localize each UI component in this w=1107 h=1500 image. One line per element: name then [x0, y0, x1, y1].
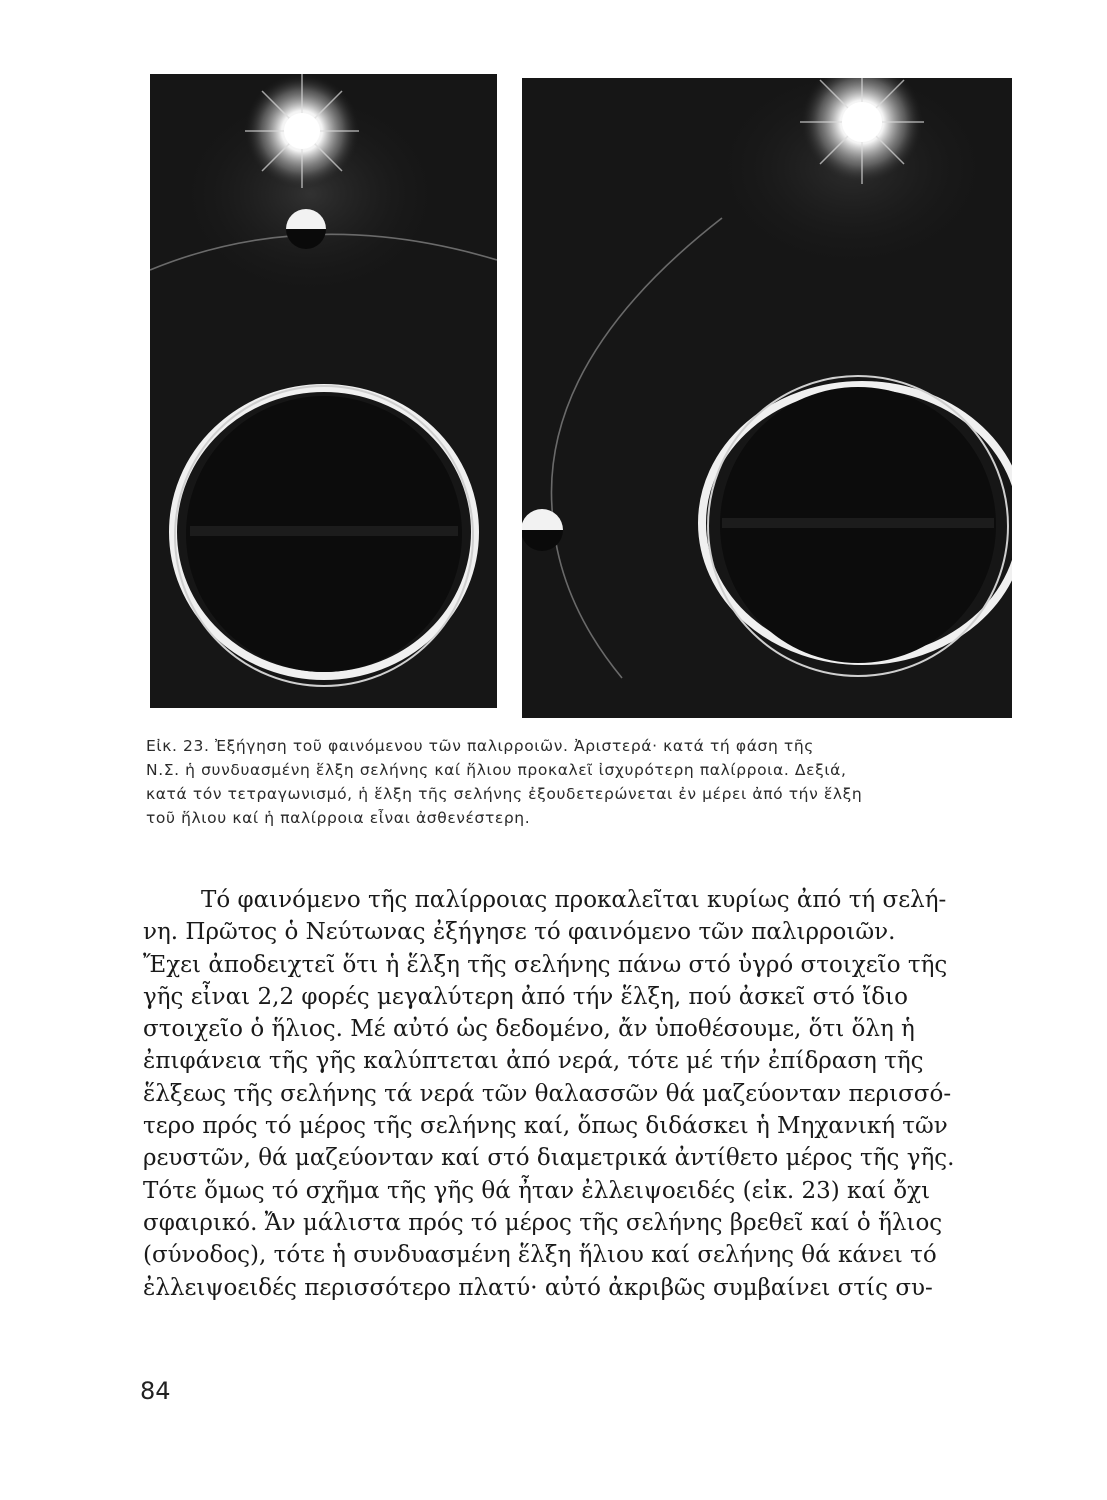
body-line: Ἔχει ἀποδειχτεῖ ὅτι ἡ ἕλξη τῆς σελήνης πάνω στό ὑγρό στοιχεῖο τῆς	[143, 951, 948, 978]
moon-icon	[286, 209, 326, 249]
body-line: Τό φαινόμενο τῆς παλίρροιας προκαλεῖται κυρίως ἀπό τή σελή-	[201, 887, 947, 913]
figure-panel-spring-tide	[150, 74, 497, 708]
body-line: (σύνοδος), τότε ἡ συνδυασμένη ἕλξη ἥλιου καί σελήνης θά κάνει τό	[143, 1242, 937, 1269]
body-line: γῆς εἶναι 2,2 φορές μεγαλύτερη ἀπό τήν ἕλξη, πού ἀσκεῖ στό ἴδιο	[143, 983, 908, 1010]
body-line: σφαιρικό. Ἄν μάλιστα πρός τό μέρος τῆς σελήνης βρεθεῖ καί ὁ ἥλιος	[143, 1209, 943, 1236]
figure-panel-neap-tide	[522, 78, 1012, 718]
body-line: Τότε ὅμως τό σχῆμα τῆς γῆς θά ἦταν ἐλλειψοειδές (εἰκ. 23) καί ὄχι	[143, 1177, 931, 1204]
body-line: στοιχεῖο ὁ ἥλιος. Μέ αὐτό ὡς δεδομένο, ἄν ὑποθέσουμε, ὅτι ὅλη ἡ	[143, 1016, 915, 1043]
body-line: ρευστῶν, θά μαζεύονταν καί στό διαμετρικά ἀντίθετο μέρος τῆς γῆς.	[143, 1145, 955, 1172]
body-paragraph	[143, 884, 1023, 1304]
moon-icon	[522, 509, 563, 551]
body-line: ἐλλειψοειδές περισσότερο πλατύ· αὐτό ἀκριβῶς συμβαίνει στίς συ-	[143, 1274, 933, 1301]
caption-line: τοῦ ἥλιου καί ἡ παλίρροια εἶναι ἀσθενέστερη.	[146, 809, 531, 827]
spring-tide-illustration	[150, 74, 497, 708]
body-line: ἕλξεως τῆς σελήνης τά νερά τῶν θαλασσῶν θά μαζεύονταν περισσό-	[143, 1080, 952, 1107]
page-number: 84	[140, 1377, 171, 1405]
earth-with-tidal-bulge	[173, 386, 475, 686]
sun-icon	[244, 74, 360, 189]
caption-line: κατά τόν τετραγωνισμό, ἡ ἕλξη τῆς σελήνης ἐξουδετερώνεται ἐν μέρει ἀπό τήν ἕλξη	[146, 785, 863, 803]
body-line: νη. Πρῶτος ὁ Νεύτωνας ἐξήγησε τό φαινόμενο τῶν παλιρροιῶν.	[143, 919, 896, 946]
neap-tide-illustration	[522, 78, 1012, 718]
body-line: ἐπιφάνεια τῆς γῆς καλύπτεται ἀπό νερά, τότε μέ τήν ἐπίδραση τῆς	[143, 1048, 924, 1075]
body-line: τερο πρός τό μέρος τῆς σελήνης καί, ὅπως διδάσκει ἡ Μηχανική τῶν	[143, 1113, 948, 1140]
figure-caption	[146, 734, 1016, 830]
caption-line: Εἰκ. 23. Ἐξήγηση τοῦ φαινόμενου τῶν παλιρροιῶν. Ἀριστερά· κατά τή φάση τῆς	[146, 737, 814, 755]
caption-line: Ν.Σ. ἡ συνδυασμένη ἕλξη σελήνης καί ἥλιου προκαλεῖ ἰσχυρότερη παλίρροια. Δεξιά,	[146, 761, 847, 779]
